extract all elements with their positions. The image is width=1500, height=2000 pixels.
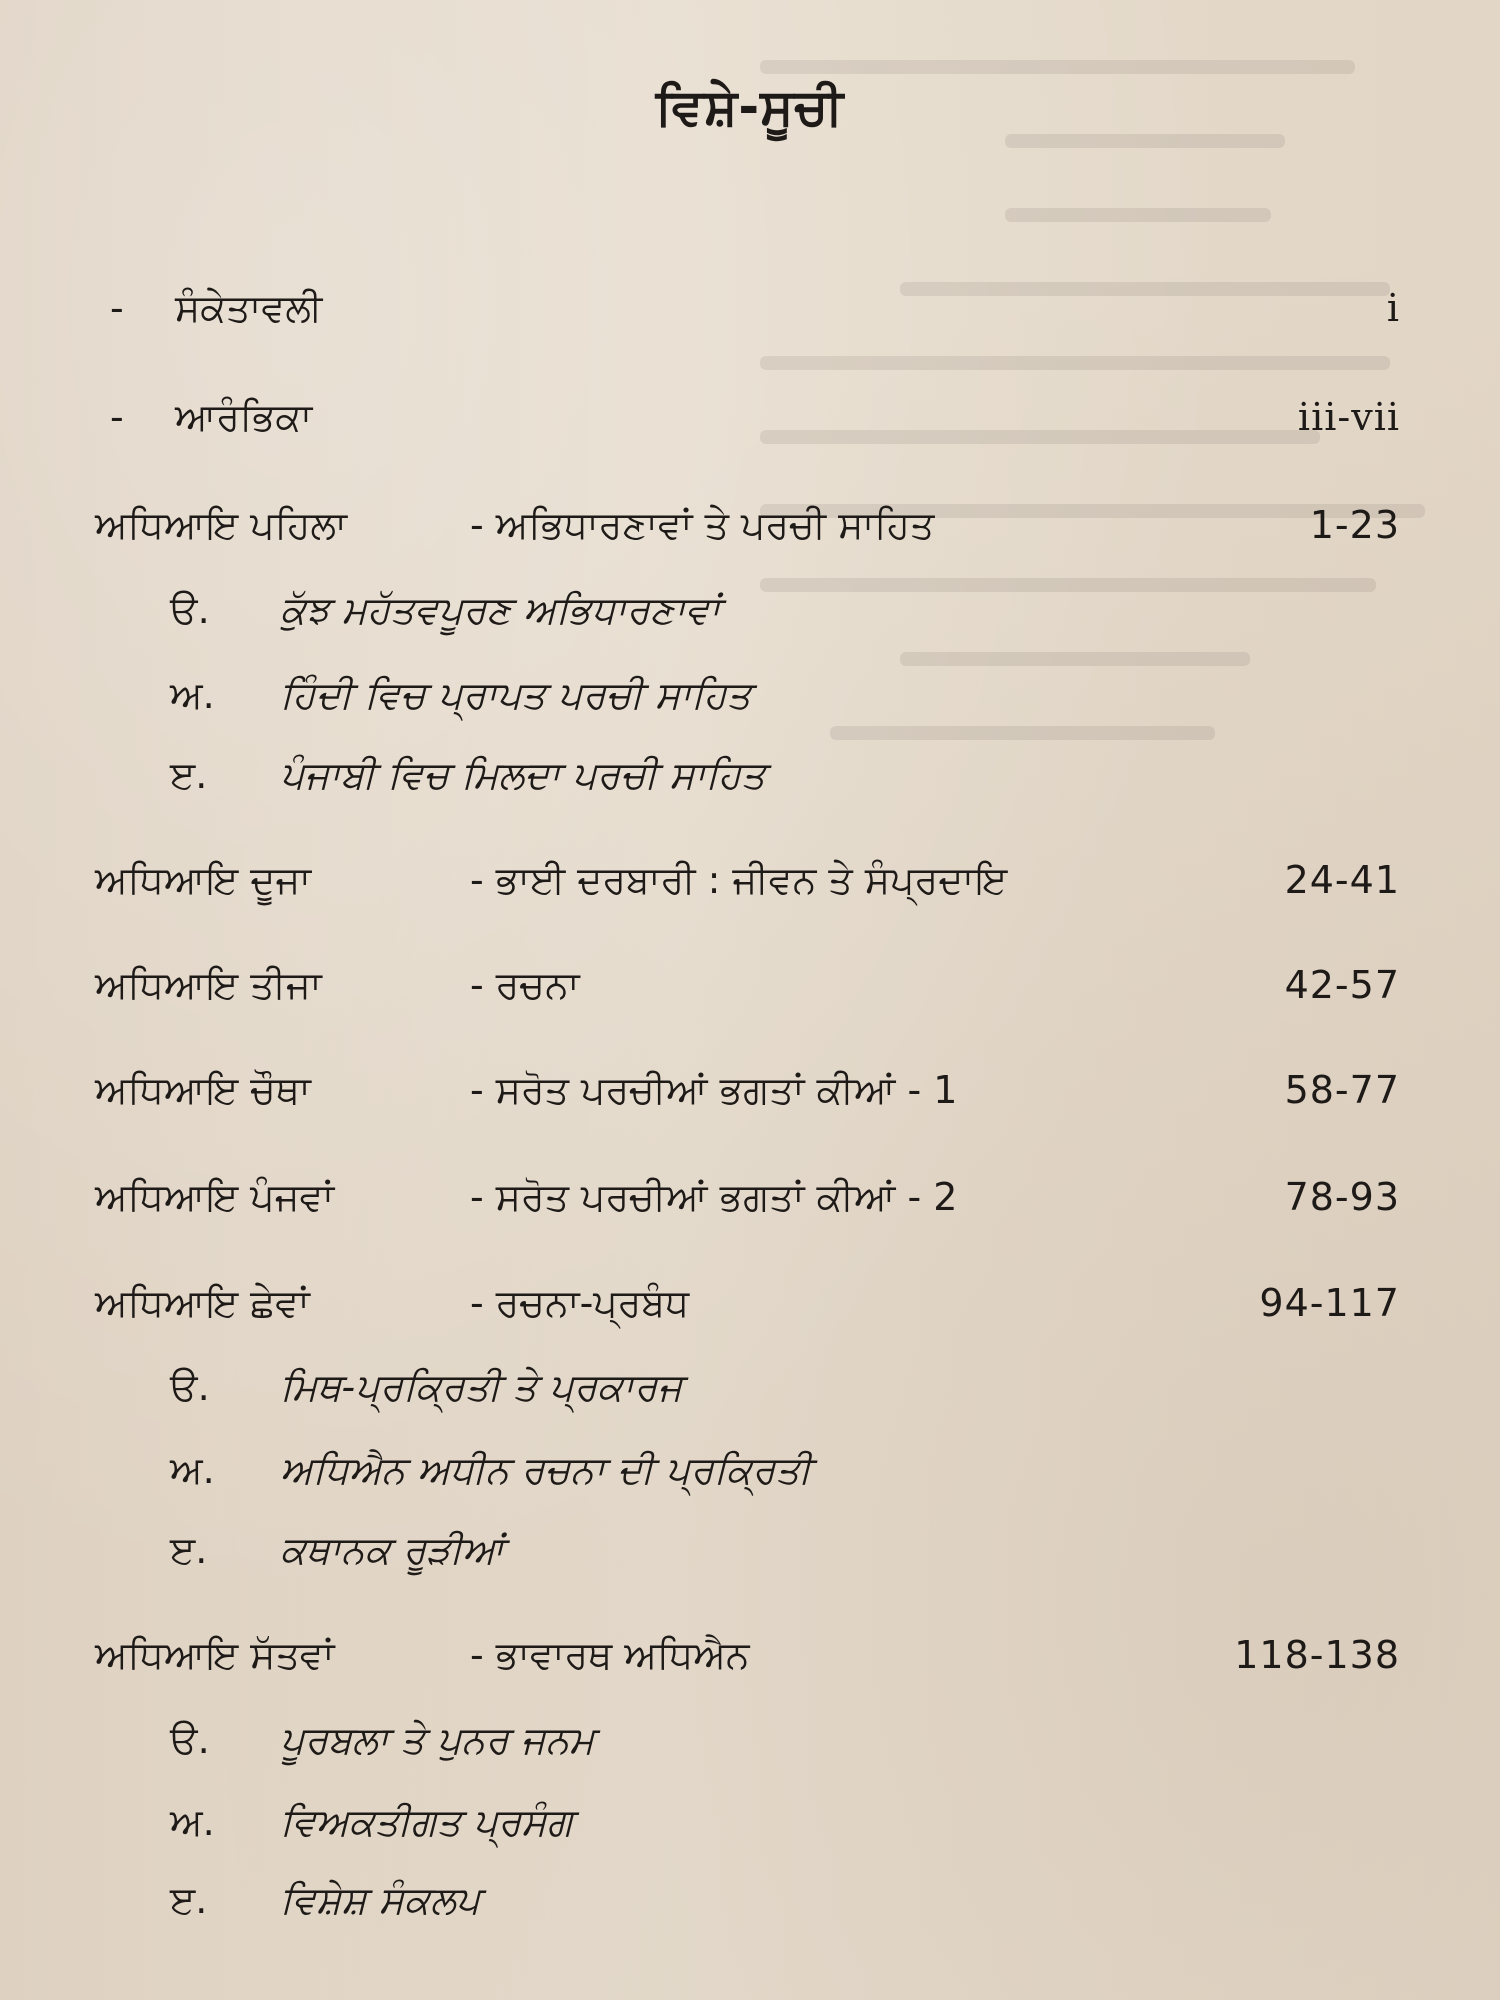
entry-label: ਸੰਕੇਤਾਵਲੀ [175, 286, 323, 330]
subsection-letter: ੳ. [170, 1365, 210, 1409]
subsection-letter: ਅ. [170, 673, 215, 717]
chapter-pages: 94-117 [1259, 1281, 1400, 1325]
subsection-text: ਵਿਅਕਤੀਗਤ ਪ੍ਰਸੰਗ [280, 1800, 574, 1844]
chapter-pages: 1-23 [1309, 503, 1400, 547]
toc-entry-chapter-1 [0, 495, 1500, 555]
chapter-label: ਅਧਿਆਇ ਤੀਜਾ [95, 963, 322, 1007]
subsection-letter: ੳ. [170, 1718, 210, 1762]
chapter-title: - ਭਾਵਾਰਥ ਅਧਿਐਨ [470, 1633, 750, 1677]
subsection-text: ਅਧਿਐਨ ਅਧੀਨ ਰਚਨਾ ਦੀ ਪ੍ਰਕ੍ਰਿਤੀ [280, 1448, 812, 1492]
toc-entry-chapter-6 [0, 1273, 1500, 1333]
toc-entry-chapter-7 [0, 1625, 1500, 1685]
entry-label: ਆਰੰਭਿਕਾ [175, 395, 313, 439]
chapter-label: ਅਧਿਆਇ ਦੂਜਾ [95, 858, 312, 902]
chapter-pages: 78-93 [1284, 1175, 1400, 1219]
toc-entry-chapter-5 [0, 1167, 1500, 1227]
chapter-pages: 42-57 [1284, 963, 1400, 1007]
chapter-label: ਅਧਿਆਇ ਸੱਤਵਾਂ [95, 1633, 335, 1677]
subsection-text: ਹਿੰਦੀ ਵਿਚ ਪ੍ਰਾਪਤ ਪਰਚੀ ਸਾਹਿਤ [280, 673, 752, 717]
subsection-letter: ਅ. [170, 1800, 215, 1844]
chapter-label: ਅਧਿਆਇ ਪਹਿਲਾ [95, 503, 347, 547]
toc-entry-preface [0, 387, 1500, 447]
subsection-text: ਕੁੱਝ ਮਹੱਤਵਪੂਰਣ ਅਭਿਧਾਰਣਾਵਾਂ [280, 588, 720, 632]
toc-subsection [0, 1520, 1500, 1580]
toc-entry-abbreviations [0, 278, 1500, 338]
chapter-pages: 24-41 [1284, 858, 1400, 902]
toc-subsection [0, 1792, 1500, 1852]
chapter-title: - ਭਾਈ ਦਰਬਾਰੀ : ਜੀਵਨ ਤੇ ਸੰਪ੍ਰਦਾਇ [470, 858, 1008, 902]
chapter-title: - ਰਚਨਾ-ਪ੍ਰਬੰਧ [470, 1281, 690, 1325]
chapter-title: - ਸਰੋਤ ਪਰਚੀਆਂ ਭਗਤਾਂ ਕੀਆਂ - 2 [470, 1175, 958, 1219]
chapter-pages: 58-77 [1284, 1068, 1400, 1112]
subsection-text: ਪੰਜਾਬੀ ਵਿਚ ਮਿਲਦਾ ਪਰਚੀ ਸਾਹਿਤ [280, 753, 766, 797]
toc-subsection [0, 1870, 1500, 1930]
toc-subsection [0, 1357, 1500, 1417]
page-title: ਵਿਸ਼ੇ-ਸੂਚੀ [655, 78, 845, 136]
subsection-letter: ਅ. [170, 1448, 215, 1492]
chapter-label: ਅਧਿਆਇ ਪੰਜਵਾਂ [95, 1175, 335, 1219]
chapter-label: ਅਧਿਆਇ ਛੇਵਾਂ [95, 1281, 310, 1325]
subsection-text: ਵਿਸ਼ੇਸ਼ ਸੰਕਲਪ [280, 1878, 481, 1922]
entry-pages: i [1386, 286, 1400, 330]
entry-pages: iii-vii [1297, 395, 1400, 439]
subsection-letter: ੳ. [170, 588, 210, 632]
entry-dash: - [110, 286, 124, 330]
toc-subsection [0, 580, 1500, 640]
chapter-pages: 118-138 [1234, 1633, 1400, 1677]
toc-subsection [0, 1710, 1500, 1770]
subsection-letter: ੲ. [170, 1878, 208, 1922]
subsection-text: ਮਿਥ-ਪ੍ਰਕ੍ਰਿਤੀ ਤੇ ਪ੍ਰਕਾਰਜ [280, 1365, 683, 1409]
toc-subsection [0, 1440, 1500, 1500]
chapter-title: - ਰਚਨਾ [470, 963, 580, 1007]
chapter-label: ਅਧਿਆਇ ਚੌਥਾ [95, 1068, 311, 1112]
subsection-letter: ੲ. [170, 753, 208, 797]
toc-entry-chapter-3 [0, 955, 1500, 1015]
toc-subsection [0, 665, 1500, 725]
subsection-text: ਪੂਰਬਲਾ ਤੇ ਪੁਨਰ ਜਨਮ [280, 1718, 595, 1762]
chapter-title: - ਸਰੋਤ ਪਰਚੀਆਂ ਭਗਤਾਂ ਕੀਆਂ - 1 [470, 1068, 958, 1112]
toc-subsection [0, 745, 1500, 805]
toc-entry-chapter-2 [0, 850, 1500, 910]
toc-entry-chapter-4 [0, 1060, 1500, 1120]
subsection-text: ਕਥਾਨਕ ਰੂੜੀਆਂ [280, 1528, 504, 1572]
entry-dash: - [110, 395, 124, 439]
chapter-title: - ਅਭਿਧਾਰਣਾਵਾਂ ਤੇ ਪਰਚੀ ਸਾਹਿਤ [470, 503, 935, 547]
subsection-letter: ੲ. [170, 1528, 208, 1572]
